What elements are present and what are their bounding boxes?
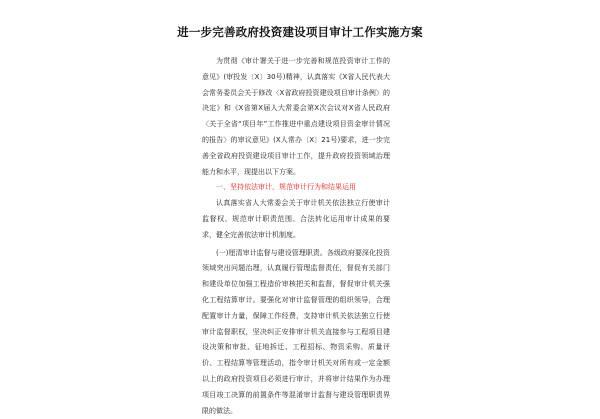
document-title: 进一步完善政府投资建设项目审计工作实施方案 (177, 25, 423, 39)
section-paragraph: 认真落实省人大常委会关于审计机关依法独立行使审计监督权、规范审计职责范围、合法转化运用审计成果的要求，健全完善依法审计机制度。 (202, 199, 390, 239)
intro-paragraph: 为贯彻《审计署关于进一步完善和规范投资审计工作的意见》(审投发〔X〕30号)精神，认真落实《X省人民代表大会常务委员会关于修改〈X省政府投资建设项目审计条例〉的决定》和《X省第X届人大常委会第X次会议对X省人民政府〈关于全省“项目年”工作推进中重点建设项目资金审计情况的报告〉的审议意见》(X人常办〔X〕21号)要求，进一步完善全省政府投资建设项目审计工作，提升政府投资领域治理能力和水平，现提出以下方案。 (202, 57, 390, 176)
subsection-paragraph: (一)厘清审计监督与建设管理职责。各级政府要深化投资领域突出问题治理，认真履行管理监督责任，督促有关部门和建设单位加强工程造价审核把关和监督，督促审计机关强化工程结算审计。要强化对审计监督管理的组织领导，合理配置审计力量，保障工作经费，支持审计机关依法独立行使审计监督职权，坚决纠正安排审计机关直接参与工程项目建设决策和审批、征地拆迁、工程招标、物资采购、质量评价、工程结算等管理活动，指令审计机关对所有或一定金额以上的政府投资项目必须进行审计，并将审计结果作为办理项目竣工决算的前置条件等混淆审计监督与建设管理职责界限的做法。 (202, 248, 390, 415)
section-heading: 一、坚持依法审计，规范审计行为和结果运用 (216, 183, 356, 192)
document-body (202, 54, 390, 419)
